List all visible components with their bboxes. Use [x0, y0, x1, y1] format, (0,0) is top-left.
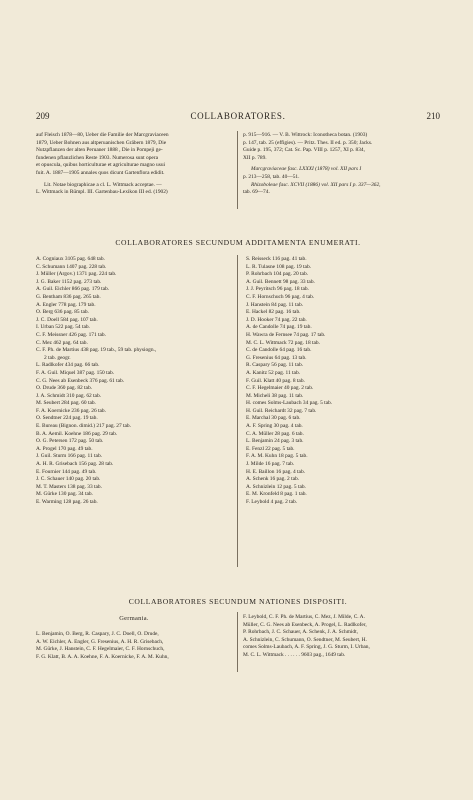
list-item: F. Guil. Klatt 40 pag. 8 tab. — [246, 377, 305, 384]
list-item: J. D. Hooker 74 pag. 22 tab. — [246, 316, 307, 323]
list-item: E. M. Kronfeld 8 pag. 1 tab. — [246, 491, 307, 498]
text-line: comes Solms-Laubach, A. F. Spring, J. G. Sturm, I. Urban, — [243, 644, 370, 651]
subhead-germania: Germania. — [119, 615, 149, 622]
list-item: M. C. L. Wittmack 72 pag. 18 tab. — [246, 339, 320, 346]
text-line: Nutzpflanzen der alten Peruaner 1888 , Die in Pompeji ge- — [36, 147, 163, 154]
list-item: C. F. Ph. de Martius 438 pag. 19 tab., 59 tab. physiogn., — [36, 347, 157, 354]
text-line: P. Rohrbach, J. C. Schauer, A. Schenk, J. A. Schmidt, — [243, 629, 358, 636]
list-item: F. A. M. Kuhn 18 pag. 5 tab. — [246, 453, 308, 460]
list-item: O. Drude 360 pag. 82 tab. — [36, 385, 92, 392]
list-item: J. J. Peyritsch 96 pag. 18 tab. — [246, 286, 309, 293]
list-item: J. Müller (Argov.) 1371 pag. 224 tab. — [36, 271, 117, 278]
reference-line: tab. 69—74. — [243, 189, 270, 196]
list-item: M. Micheli 38 pag. 11 tab. — [246, 392, 304, 399]
list-item: L. Radlkofer 434 pag. 66 tab. — [36, 362, 100, 369]
list-item: O. Berg 636 pag. 85 tab. — [36, 309, 89, 316]
text-line: fundenen pflanzlichen Reste 1903. Numerosa sunt opera — [36, 154, 158, 161]
section-title-additamenta: COLLABORATORES SECUNDUM ADDITAMENTA ENUMERATI. — [115, 238, 361, 247]
text-line: A. W. Eichler, A. Engler, G. Fresenius, A. H. R. Grisebach, — [36, 638, 164, 645]
additamenta-right-list — [246, 256, 442, 507]
list-item: H. comes Solms-Laubach 34 pag. 5 tab. — [246, 400, 333, 407]
list-item: O. Sendtner 224 pag. 19 tab. — [36, 415, 98, 422]
text-line: p. 147, tab. 25 (effigies). — Pritz. Thes. II ed. p. 350; Jacks. — [243, 139, 373, 146]
text-line: XII p. 789. — [243, 154, 267, 161]
list-item: H. Wawra de Fernsee 74 pag. 17 tab. — [246, 331, 326, 338]
list-item: E. Warming 128 pag. 26 tab. — [36, 499, 98, 505]
reference-line: p. 213—258, tab. 40—51. — [243, 173, 300, 180]
list-item: G. Bentham 836 pag. 265 tab. — [36, 293, 101, 300]
text-line: L. Benjamin, O. Berg, R. Caspary, J. C. Doell, O. Drude, — [36, 631, 159, 637]
list-item: A. F. Spring 30 pag. 4 tab. — [246, 423, 303, 430]
list-item: O. G. Petersen 172 pag. 50 tab. — [36, 438, 104, 445]
reference-line: Marcgraviaceae fasc. LXXXI (1878) vol. XII pars I — [251, 166, 362, 173]
list-item: E. Bureau (Bignon. dimid.) 217 pag. 27 tab. — [36, 423, 131, 430]
list-item: M. Gürke 130 pag. 34 tab. — [36, 491, 93, 498]
list-item: I. Urban 522 pag. 54 tab. — [36, 324, 90, 331]
list-item: C. F. Hegelmaier 40 pag. 2 tab. — [246, 385, 314, 392]
section-title-nationes: COLLABORATORES SECUNDUM NATIONES DISPOSITI. — [128, 597, 348, 606]
nationes-left-column — [36, 631, 232, 661]
top-right-column — [243, 132, 441, 197]
text-line: auf Fleisch 1878—80, Ueber die Familie der Marcgraviaceen — [36, 132, 169, 138]
list-item: C. de Candolle 64 pag. 16 tab. — [246, 347, 312, 354]
list-item: L. R. Tulasne 108 pag. 19 tab. — [246, 263, 311, 270]
list-item: A. Guil. Bennett 98 pag. 33 tab. — [246, 278, 315, 285]
text-line: Müller, C. G. Nees ab Esenbeck, A. Progel, L. Radlkofer, — [243, 621, 367, 628]
list-item: J. C. Schauer 140 pag. 20 tab. — [36, 476, 101, 483]
text-line: Guide p. 195, 372; Cat. Sc. Pap. VIII p. 1257, XI p. 834, — [243, 147, 365, 154]
page-number-right: 210 — [426, 111, 440, 121]
text-line: M. Gürke, J. Hanstein, C. F. Hegelmaier, C. F. Hornschuch, — [36, 646, 165, 653]
text-line: et opuscula, quibus horticulturae et agriculturae magno usui — [36, 162, 166, 169]
page-number-left: 209 — [36, 111, 50, 121]
list-item: G. Fresenius 64 pag. 13 tab. — [246, 354, 307, 361]
list-item: C. F. Hornschuch 96 pag. 4 tab. — [246, 293, 315, 300]
list-item: C. G. Nees ab Esenbeck 376 pag. 61 tab. — [36, 377, 125, 384]
list-item: B. A. Aemil. Koehne 186 pag. 29 tab. — [36, 430, 118, 437]
list-item: A. Kanitz 52 pag. 11 tab. — [246, 369, 300, 376]
text-line: 1879, Ueber Bohnen aus altperuanischen Gräbern 1879, Die — [36, 139, 167, 146]
list-item: A. Schnizlein 12 pag. 5 tab. — [246, 483, 306, 490]
list-item: H. Guil. Reichardt 32 pag. 7 tab. — [246, 407, 317, 414]
text-line: p. 915—916. — V. B. Wittrock: Iconotheca botan. (1903) — [243, 132, 368, 138]
column-divider — [237, 255, 238, 567]
list-item: C. A. Müller 28 pag. 6 tab. — [246, 430, 304, 437]
literature-note: Lit. Notae biographicae a cl. L. Wittmack acceptae. — — [44, 181, 162, 188]
list-item: E. Hackel 82 pag. 16 tab. — [246, 309, 301, 316]
list-item: A. de Candolle 74 pag. 19 tab. — [246, 324, 312, 331]
list-item: C. Mez 462 pag. 64 tab. — [36, 339, 88, 346]
text-line: F. G. Klatt, B. A. A. Koehne, F. A. Koernicke, F. A. M. Kuhn, — [36, 653, 169, 660]
list-item: J. A. Schmidt 310 pag. 62 tab. — [36, 392, 101, 399]
list-item: F. A. Koernicke 236 pag. 26 tab. — [36, 407, 106, 414]
list-item: E. Marchal 30 pag. 6 tab. — [246, 415, 301, 422]
list-item: A. Cogniaux 3105 pag. 648 tab. — [36, 256, 105, 262]
list-item: L. Benjamin 24 pag. 3 tab. — [246, 438, 304, 445]
list-item: A. Guil. Eichler 866 pag. 179 tab. — [36, 286, 110, 293]
top-left-column — [36, 132, 232, 197]
running-title: COLLABORATORES. — [190, 111, 286, 121]
text-line: fuit. A. 1887—1905 annales quos dicunt Gartenflora edidit. — [36, 169, 165, 176]
list-item: F. A. Guil. Miquel 387 pag. 150 tab. — [36, 369, 115, 376]
running-header — [36, 110, 440, 122]
reference-line: Rhizoboleae fasc. XCVII (1886) vol. XII pars I p. 337—362, — [251, 181, 381, 188]
list-item: J. Hanstein 84 pag. 11 tab. — [246, 301, 303, 308]
additamenta-left-list — [36, 256, 232, 507]
text-line: A. Schnizlein, C. Schumann, O. Sendtner, M. Seubert, H. — [243, 636, 367, 643]
list-item: C. F. Meissner 426 pag. 171 tab. — [36, 331, 106, 338]
list-item: F. Leybold 4 pag. 2 tab. — [246, 499, 298, 505]
list-item: E. Fenzl 22 pag. 5 tab. — [246, 445, 295, 452]
list-item: J. Guil. Sturm 166 pag. 11 tab. — [36, 453, 102, 460]
list-item: E. Fournier 144 pag. 49 tab. — [36, 468, 97, 475]
nationes-right-column — [243, 614, 441, 660]
list-item: A. Engler 778 pag. 179 tab. — [36, 301, 96, 308]
list-item: 2 tab. geogr. — [44, 354, 71, 361]
text-line: F. Leybold, C. F. Ph. de Martius, C. Mez, J. Milde, C. A. — [243, 614, 365, 620]
list-item: A. Progel 170 pag. 49 tab. — [36, 445, 93, 452]
column-divider — [237, 612, 238, 672]
list-item: J. C. Doell 584 pag. 107 tab. — [36, 316, 98, 323]
list-item: J. G. Baker 1152 pag. 273 tab. — [36, 278, 102, 285]
list-item: J. Milde 16 pag. 7 tab. — [246, 461, 295, 468]
literature-note: L. Wittmack in Rümpl. III. Gartenbau-Lexikon III ed. (1902) — [36, 189, 168, 196]
list-item: S. Reisseck 116 pag. 41 tab. — [246, 256, 307, 262]
list-item: R. Caspary 56 pag. 11 tab. — [246, 362, 303, 369]
text-line: M. C. L. Wittmack . . . . . . 9603 pag., 1649 tab. — [243, 651, 346, 658]
list-item: M. Seubert 284 pag. 60 tab. — [36, 400, 96, 407]
list-item: M. T. Masters 138 pag. 33 tab. — [36, 483, 102, 490]
list-item: A. Schenk 16 pag. 2 tab. — [246, 476, 299, 483]
list-item: A. H. R. Grisebach 156 pag. 28 tab. — [36, 461, 114, 468]
list-item: P. Rohrbach 104 pag. 20 tab. — [246, 271, 308, 278]
list-item: H. E. Baillon 16 pag. 4 tab. — [246, 468, 305, 475]
column-divider — [237, 131, 238, 209]
list-item: C. Schumann 1407 pag. 228 tab. — [36, 263, 107, 270]
